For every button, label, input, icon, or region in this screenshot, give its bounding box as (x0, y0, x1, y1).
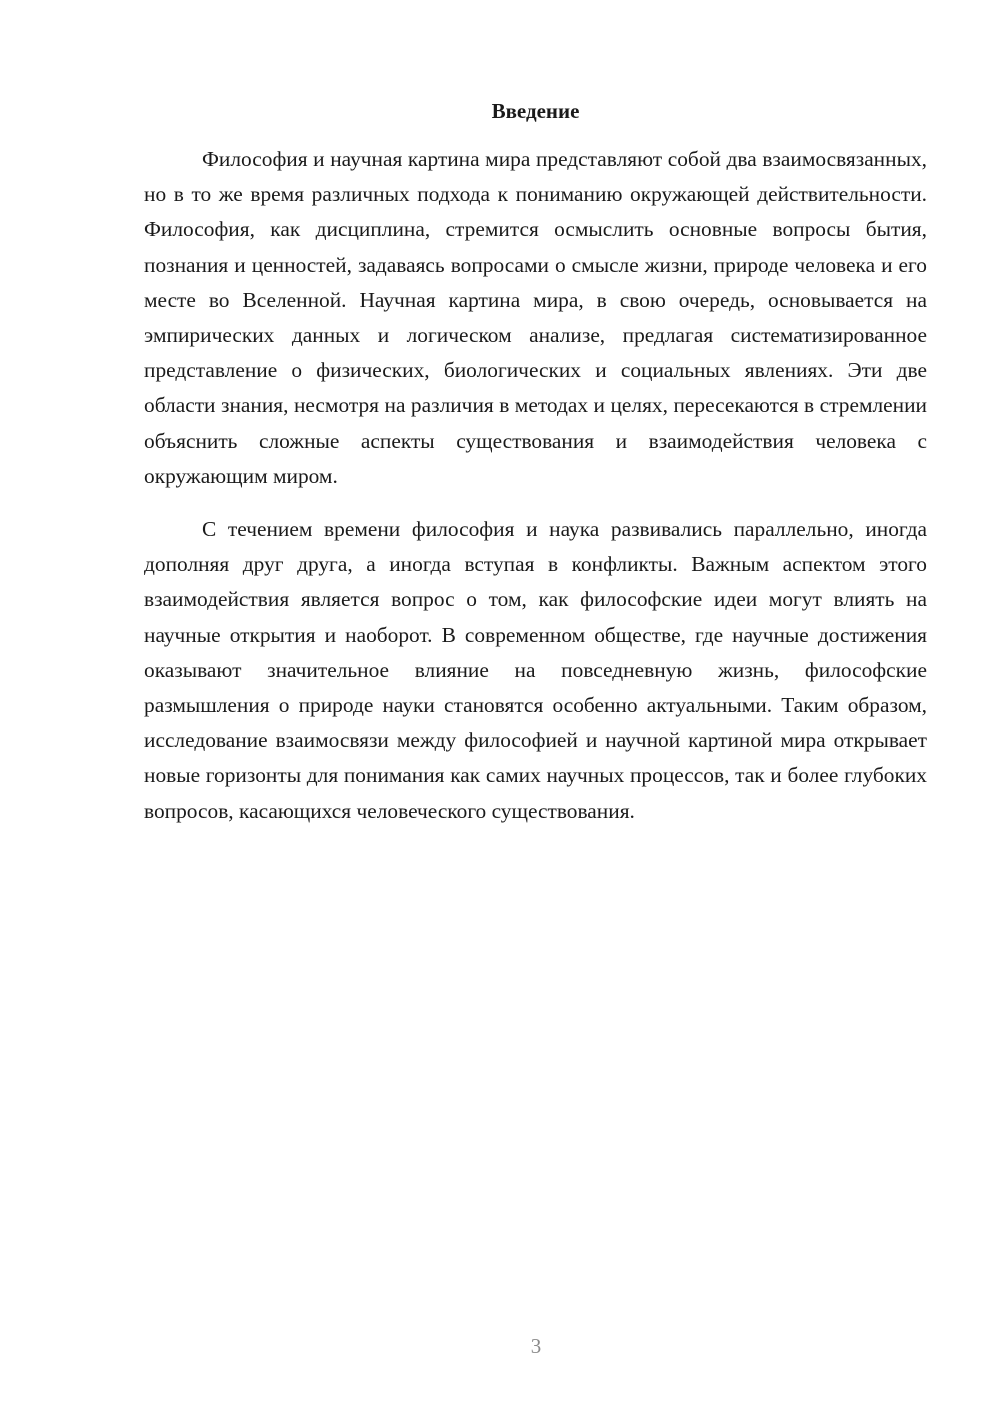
paragraph-2: С течением времени философия и наука развивались параллельно, иногда дополняя друг друга, а иногда вступая в конфликты. Важным аспектом этого взаимодействия является вопрос о том, как философские идеи могут влиять на научные открытия и наоборот. В современном обществе, где научные достижения оказывают значительное влияние на повседневную жизнь, философские размышления о природе науки становятся особенно актуальными. Таким образом, исследование взаимосвязи между философией и научной картиной мира открывает новые горизонты для понимания как самих научных процессов, так и более глубоких вопросов, касающихся человеческого существования. (144, 517, 927, 823)
page-number: 3 (530, 1334, 542, 1358)
paragraph-1: Философия и научная картина мира представляют собой два взаимосвязанных, но в то же время различных подхода к пониманию окружающей действительности. Философия, как дисциплина, стремится осмыслить основные вопросы бытия, познания и ценностей, задаваясь вопросами о смысле жизни, природе человека и его месте во Вселенной. Научная картина мира, в свою очередь, основывается на эмпирических данных и логическом анализе, предлагая систематизированное представление о физических, биологических и социальных явлениях. Эти две области знания, несмотря на различия в методах и целях, пересекаются в стремлении объяснить сложные аспекты существования и взаимодействия человека с окружающим миром. (144, 147, 927, 488)
page-content (144, 96, 927, 829)
section-heading: Введение (491, 99, 580, 123)
